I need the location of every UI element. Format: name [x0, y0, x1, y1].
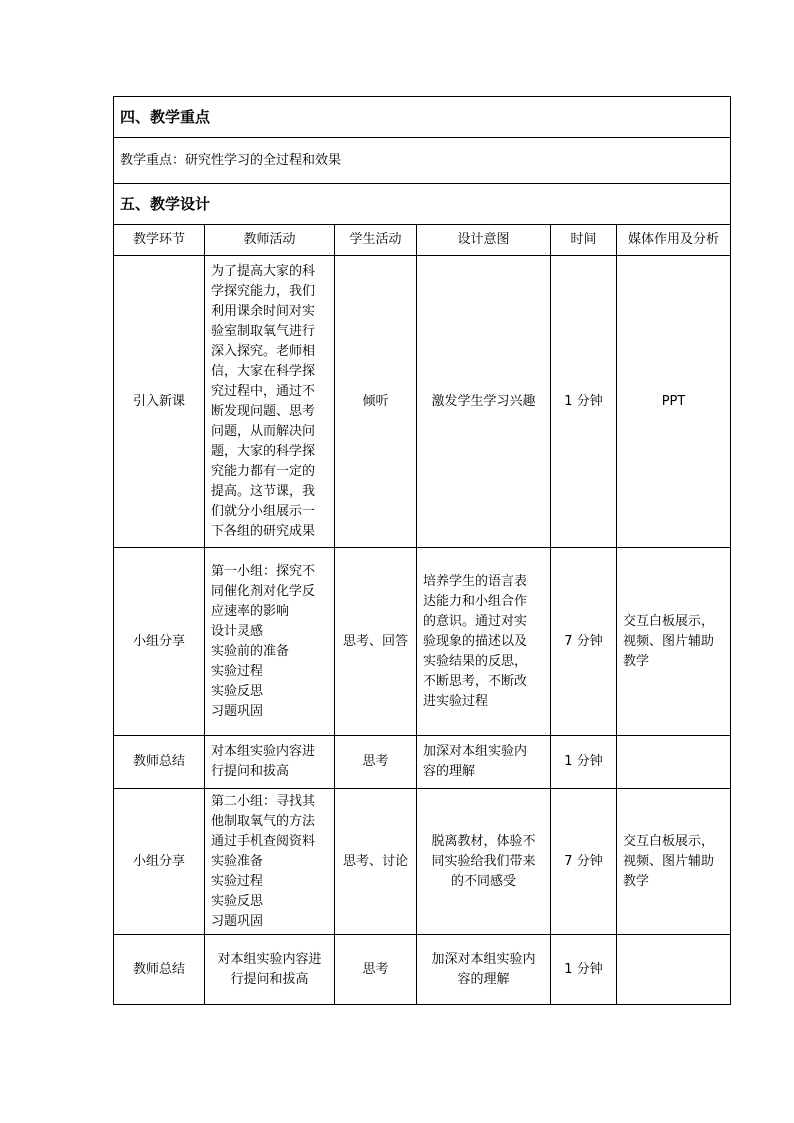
table-row [114, 256, 731, 548]
section4-title: 四、教学重点 [114, 97, 731, 138]
table-row [114, 789, 731, 935]
header-teacher: 教师活动 [205, 225, 335, 256]
teacher-activity-cell: 第一小组：探究不 同催化剂对化学反 应速率的影响 设计灵感 实验前的准备 实验过程 实验反思 习题巩固 [205, 548, 335, 736]
teacher-activity-cell: 对本组实验内容进 行提问和拔高 [205, 736, 335, 789]
student-activity-cell: 思考 [335, 935, 417, 1005]
header-stage: 教学环节 [114, 225, 205, 256]
design-intent-cell: 激发学生学习兴趣 [417, 256, 551, 548]
student-activity-cell: 思考、回答 [335, 548, 417, 736]
design-intent-cell: 脱离教材，体验不 同实验给我们带来 的不同感受 [417, 789, 551, 935]
media-cell [617, 736, 731, 789]
section4-focus-row [114, 138, 731, 184]
stage-cell: 引入新课 [114, 256, 205, 548]
document-page [113, 96, 730, 1005]
time-cell: 1 分钟 [551, 256, 617, 548]
header-time: 时间 [551, 225, 617, 256]
teacher-activity-cell: 为了提高大家的科 学探究能力，我们 利用课余时间对实 验室制取氧气进行 深入探究。老师相 信，大家在科学探 究过程中，通过不 断发现问题、思考 问题，从而解决问 题，大家的科学探 究能力都有一定的 提高。这节课，我 们就分小组展示一 下各组的研究成果 [205, 256, 335, 548]
header-intent: 设计意图 [417, 225, 551, 256]
table-row [114, 548, 731, 736]
student-activity-cell: 倾听 [335, 256, 417, 548]
time-cell: 1 分钟 [551, 736, 617, 789]
time-cell: 1 分钟 [551, 935, 617, 1005]
time-cell: 7 分钟 [551, 789, 617, 935]
section4-title-row [114, 97, 731, 138]
time-cell: 7 分钟 [551, 548, 617, 736]
stage-cell: 小组分享 [114, 548, 205, 736]
student-activity-cell: 思考 [335, 736, 417, 789]
design-intent-cell: 加深对本组实验内 容的理解 [417, 935, 551, 1005]
teacher-activity-cell: 第二小组：寻找其 他制取氧气的方法 通过手机查阅资料 实验准备 实验过程 实验反思 习题巩固 [205, 789, 335, 935]
stage-cell: 小组分享 [114, 789, 205, 935]
table-row [114, 736, 731, 789]
media-cell: 交互白板展示， 视频、图片辅助 教学 [617, 548, 731, 736]
stage-cell: 教师总结 [114, 736, 205, 789]
teaching-focus-text: 教学重点：研究性学习的全过程和效果 [114, 138, 731, 184]
design-intent-cell: 加深对本组实验内 容的理解 [417, 736, 551, 789]
media-cell: 交互白板展示， 视频、图片辅助 教学 [617, 789, 731, 935]
design-intent-cell: 培养学生的语言表 达能力和小组合作 的意识。通过对实 验现象的描述以及 实验结果的反思， 不断思考，不断改 进实验过程 [417, 548, 551, 736]
section5-title-row [114, 184, 731, 225]
stage-cell: 教师总结 [114, 935, 205, 1005]
header-media: 媒体作用及分析 [617, 225, 731, 256]
student-activity-cell: 思考、讨论 [335, 789, 417, 935]
table-header-row [114, 225, 731, 256]
lesson-plan-table [113, 96, 731, 1005]
table-row [114, 935, 731, 1005]
teacher-activity-cell: 对本组实验内容进 行提问和拔高 [205, 935, 335, 1005]
header-student: 学生活动 [335, 225, 417, 256]
section5-title: 五、教学设计 [114, 184, 731, 225]
media-cell [617, 935, 731, 1005]
media-cell: PPT [617, 256, 731, 548]
